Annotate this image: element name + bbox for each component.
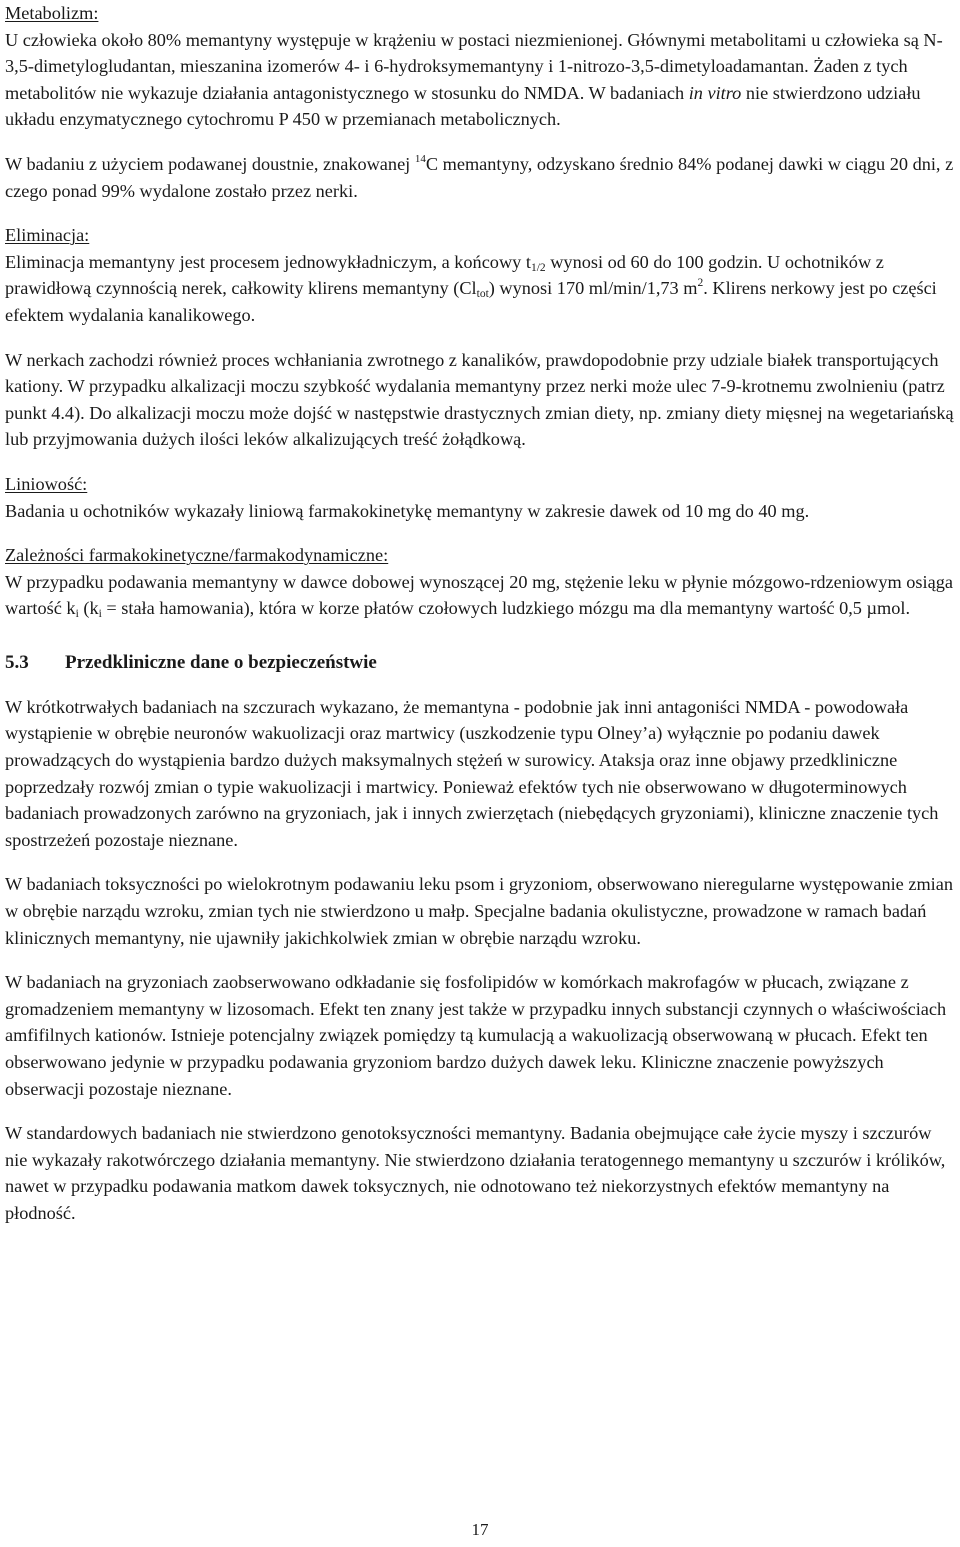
linearity-heading: Liniowość: <box>5 473 88 494</box>
preclinical-paragraph-4: W standardowych badaniach nie stwierdzono genotoksyczności memantyny. Badania obejmujące całe życie myszy i szczurów nie wykazały rakotwórczego działania memantyny. Nie stwierdzono działania teratogennego memantyny u szczurów i królików, nawet w przypadku podawania matkom dawek toksycznych, nie odnotowano też niekorzystnych efektów memantyny na płodność. <box>5 1123 946 1223</box>
metabolism-heading: Metabolizm: <box>5 3 99 23</box>
elimination-paragraph: Eliminacja memantyny jest procesem jednowykładniczym, a końcowy $t_{1/2}$ wynosi od 60 do 100 godzin. U ochotników z prawidłową czynnością nerek, całkowity klirens memantyny $(Cl_{tot})$ wynosi 170 ml/min/1,73 $m^2$. Klirens nerkowy jest po części efektem wydalania kanalikowego. <box>5 251 937 325</box>
renal-reabsorption-paragraph: W nerkach zachodzi również proces wchłaniania zwrotnego z kanalików, prawdopodobnie przy udziale białek transportujących kationy. W przypadku alkalizacji moczu szybkość wydalania memantyny przez nerki może ulec 7-9-krotnemu zwolnieniu (patrz punkt 4.4). Do alkalizacji moczu może dojść w następstwie drastycznych zmian diety, np. zmiany diety mięsnej na wegetariańską lub przyjmowania dużych ilości leków alkalizujących treść żołądkową. <box>5 349 954 450</box>
metabolism-excretion-paragraph: W badaniu z użyciem podawanej doustnie, znakowanej $^{14}$C memantyny, odzyskano średnio 84% podanej dawki w ciągu 20 dni, z czego ponad 99% wydalone zostało przez nerki. <box>5 152 954 201</box>
metabolism-paragraph: U człowieka około 80% memantyny występuje w krążeniu w postaci niezmienionej. Głównymi metabolitami u człowieka są N-3,5-dimetylogludantan, mieszanina izomerów 4- i 6-hydroksymemantyny i 1-nitrozo-3,5-dimetyloadamantan. Żaden z tych metabolitów nie wykazuje działania antagonistycznego w stosunku do NMDA. W badaniach in vitro nie stwierdzono udziału układu enzymatycznego cytochromu P 450 w przemianach metabolicznych. <box>5 29 943 130</box>
elimination-heading: Eliminacja: <box>5 225 90 246</box>
linearity-paragraph: Badania u ochotników wykazały liniową farmakokinetykę memantyny w zakresie dawek od 10 mg do 40 mg. <box>5 500 810 521</box>
document-page <box>5 0 957 1227</box>
pk-pd-heading: Zależności farmakokinetyczne/farmakodynamiczne: <box>5 545 389 566</box>
pk-pd-paragraph: W przypadku podawania memantyny w dawce dobowej wynoszącej 20 mg, stężenie leku w płynie mózgowo-rdzeniowym osiąga wartość $k_i$ ($k_i$ = stała hamowania), która w korze płatów czołowych ludzkiego mózgu ma dla memantyny wartość 0,5 µmol. <box>5 571 953 621</box>
preclinical-paragraph-2: W badaniach toksyczności po wielokrotnym podawaniu leku psom i gryzoniom, obserwowano nieregularne występowanie zmian w obrębie narządu wzroku, zmian tych nie stwierdzono u małp. Specjalne badania okulistyczne, prowadzone w ramach badań klinicznych memantyny, nie ujawniły jakichkolwiek zmian w obrębie narządu wzroku. <box>5 874 954 948</box>
preclinical-paragraph-1: W krótkotrwałych badaniach na szczurach wykazano, że memantyna - podobnie jak inni antagoniści NMDA - powodowała wystąpienie w obrębie neuronów wakuolizacji oraz martwicy (uszkodzenie typu Olney’a) wyłącznie po podaniu dawek prowadzących do wystąpienia bardzo dużych maksymalnych stężeń w surowicy. Ataksja oraz inne objawy przedkliniczne poprzedzały rozwój zmian o typie wakuolizacji i martwicy. Ponieważ efektów tych nie obserwowano w długoterminowych badaniach prowadzonych zarówno na gryzoniach, jak i innych zwierzętach (niebędących gryzoniami), kliniczne znaczenie tych spostrzeżeń pozostaje nieznane. <box>5 696 939 850</box>
page-number: 17 <box>471 1520 489 1539</box>
section-5-3-title: 5.3 Przedkliniczne dane o bezpieczeństwie <box>5 651 377 673</box>
preclinical-paragraph-3: W badaniach na gryzoniach zaobserwowano odkładanie się fosfolipidów w komórkach makrofagów w płucach, związane z gromadzeniem memantyny w lizosomach. Efekt ten znany jest także w przypadku innych substancji czynnych o właściwościach amfifilnych kationów. Istnieje potencjalny związek pomiędzy tą kumulacją a wakuolizacją obserwowaną w płucach. Efekt ten obserwowano jedynie w przypadku podawania gryzoniom bardzo dużych dawek leku. Kliniczne znaczenie powyższych obserwacji pozostaje nieznane. <box>5 972 947 1099</box>
